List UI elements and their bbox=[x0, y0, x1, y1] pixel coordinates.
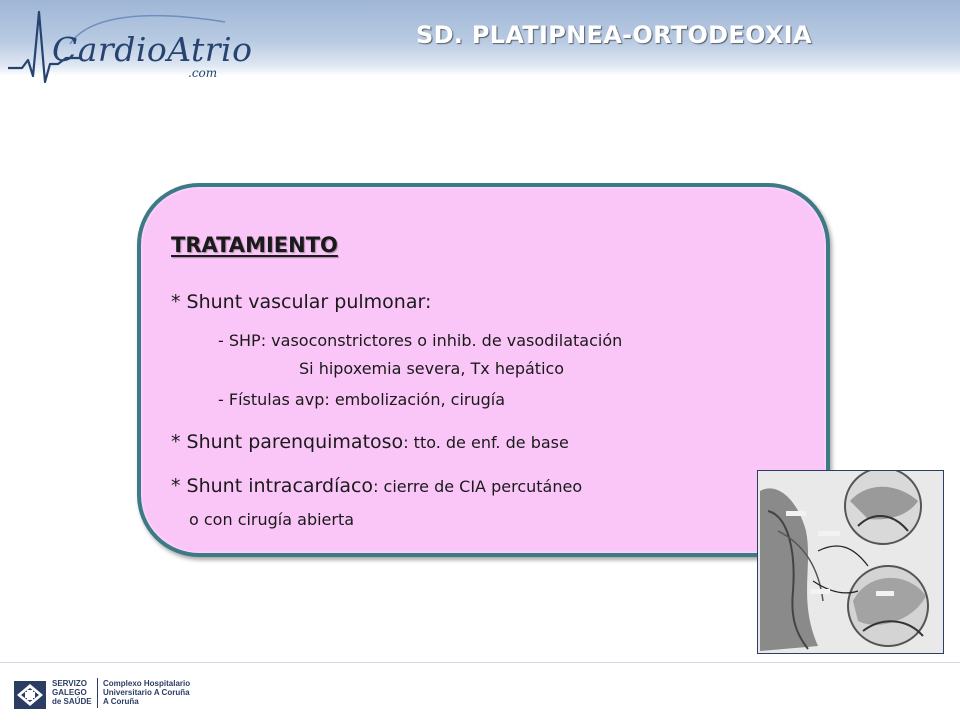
panel-heading: TRATAMIENTO bbox=[171, 233, 338, 257]
bullet-parenchymal-shunt bbox=[171, 431, 569, 453]
logo-subtext: .com bbox=[188, 66, 218, 80]
bullet-intracardiac-continuation: o con cirugía abierta bbox=[189, 510, 355, 529]
subitem-fistulas: - Fístulas avp: embolización, cirugía bbox=[218, 390, 506, 409]
org2-name bbox=[103, 679, 190, 706]
heart-anatomy-drawing bbox=[758, 471, 943, 653]
footer bbox=[0, 662, 960, 721]
footer-divider bbox=[97, 678, 98, 708]
org2-line1: Complexo Hospitalario bbox=[103, 679, 191, 688]
org2-line3: A Coruña bbox=[103, 697, 139, 706]
bullet-pulmonary-shunt: * Shunt vascular pulmonar: bbox=[171, 291, 432, 313]
cardioatrio-logo bbox=[0, 0, 253, 90]
org1-line3: de SAÚDE bbox=[52, 697, 92, 706]
treatment-panel bbox=[137, 183, 830, 557]
subitem-shp: - SHP: vasoconstrictores o inhib. de vasodilatación bbox=[218, 331, 623, 350]
bullet-intracardiac-label: * Shunt intracardíaco bbox=[171, 475, 374, 497]
org1-line1: SERVIZO bbox=[52, 679, 87, 688]
slide-title: SD. PLATIPNEA-ORTODEOXIA bbox=[416, 21, 812, 49]
bullet-parenchymal-detail: : tto. de enf. de base bbox=[403, 433, 569, 452]
org1-line2: GALEGO bbox=[52, 688, 87, 697]
subitem-hypoxemia: Si hipoxemia severa, Tx hepático bbox=[299, 359, 565, 378]
bullet-parenchymal-label: * Shunt parenquimatoso bbox=[171, 431, 404, 453]
logo-text: CardioAtrio bbox=[52, 30, 253, 69]
sergas-cross-icon bbox=[14, 681, 46, 709]
bullet-intracardiac-detail: : cierre de CIA percutáneo bbox=[373, 477, 583, 496]
org2-line2: Universitario A Coruña bbox=[103, 688, 190, 697]
org1-name bbox=[52, 679, 92, 706]
heart-illustration bbox=[757, 470, 944, 654]
bullet-intracardiac-shunt bbox=[171, 475, 582, 497]
